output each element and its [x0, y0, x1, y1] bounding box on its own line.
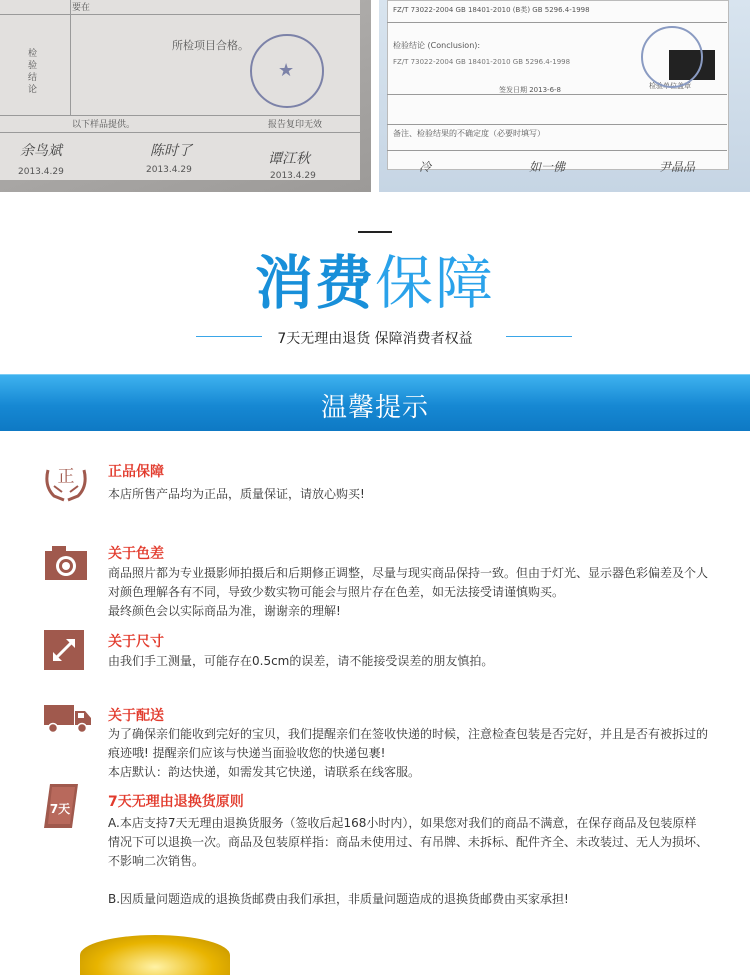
- signature: 陈时了: [150, 143, 192, 159]
- report-conclusion: 所检项目合格。: [172, 39, 249, 52]
- item-title: 关于尺寸: [108, 634, 164, 650]
- item-body: 由我们手工测量，可能存在0.5cm的误差，请不能接受误差的朋友慎拍。: [108, 654, 494, 668]
- inspection-report-photo-left: 要在 检 验 结 论 所检项目合格。 以下样品提供。 报告复印无效 ★ 余鸟斌 2013.4.29 陈时了 2013.4.29 谭江秋 2013.4.29: [0, 0, 371, 192]
- seven-day-book-icon: [44, 784, 78, 828]
- page-title: 消费保障: [254, 249, 496, 317]
- gold-badge: [80, 935, 230, 975]
- report-note: 以下样品提供。: [72, 120, 136, 130]
- truck-icon: [44, 703, 92, 733]
- zheng-icon: [44, 462, 88, 504]
- svg-text:正: 正: [57, 467, 75, 487]
- official-seal: ★: [250, 34, 324, 108]
- signature: 余鸟斌: [20, 143, 62, 159]
- resize-arrow-icon: [44, 630, 84, 670]
- header-accent-bar: [358, 231, 392, 233]
- report-copy-invalid: 报告复印无效: [268, 120, 323, 130]
- inspection-report-photo-right: FZ/T 73022-2004 GB 18401-2010 (B类) GB 5296.4-1998 检验结论 (Conclusion): FZ/T 73022-2004 GB 18401-2010 GB 5296.4-1998 签发日期 2013-6-8 备注、检验结果的不确定度（必要时填写） 检验单位盖章 冷 如一佛 尹晶品: [379, 0, 750, 192]
- item-body: 为了确保亲们能收到完好的宝贝，我们提醒亲们在签收快递的时候，注意检查包装是否完好，并且是否有被拆过的 痕迹哦! 提醒亲们应该与快递当面验收您的快递包裹! 本店默认：韵达快递，如需发其它快递，请联系在线客服。: [108, 727, 709, 779]
- signature: 冷: [419, 160, 432, 174]
- item-body: 本店所售产品均为正品，质量保证，请放心购买!: [108, 487, 365, 501]
- signature: 如一佛: [529, 160, 566, 174]
- item-body: A.本店支持7天无理由退换货服务（签收后起168小时内），如果您对我们的商品不满意，在保存商品及包装原样 情况下可以退换一次。商品及包装原样指：商品未使用过、有吊牌、未拆标、配件齐全、未改装过、无人为损坏、 不影响二次销售。 B.因质量问题造成的退换货邮费由我们承担，非质量问题造成的退换货邮费由买家承担!: [108, 816, 709, 906]
- report-text: 要在: [72, 3, 91, 13]
- signature: 谭江秋: [268, 151, 310, 167]
- item-title: 关于配送: [108, 708, 164, 724]
- item-title: 关于色差: [108, 546, 164, 562]
- camera-icon: [44, 545, 88, 581]
- item-title: 正品保障: [108, 464, 164, 480]
- tips-banner: [0, 374, 750, 431]
- official-seal: [641, 26, 703, 88]
- banner-title: 温馨提示: [320, 393, 429, 423]
- item-body: 商品照片都为专业摄影师拍摄后和后期修正调整，尽量与现实商品保持一致。但由于灯光、显示器色彩偏差及个人 对颜色理解各有不同，导致少数实物可能会与照片存在色差，如无法接受请谨慎购买。 最终颜色会以实际商品为准，谢谢亲的理解!: [108, 566, 709, 618]
- page-subtitle: 7天无理由退货 保障消费者权益: [277, 331, 473, 347]
- signature: 尹晶品: [659, 160, 696, 174]
- svg-text:7天: 7天: [49, 802, 71, 816]
- item-title: 7天无理由退换货原则: [108, 794, 244, 810]
